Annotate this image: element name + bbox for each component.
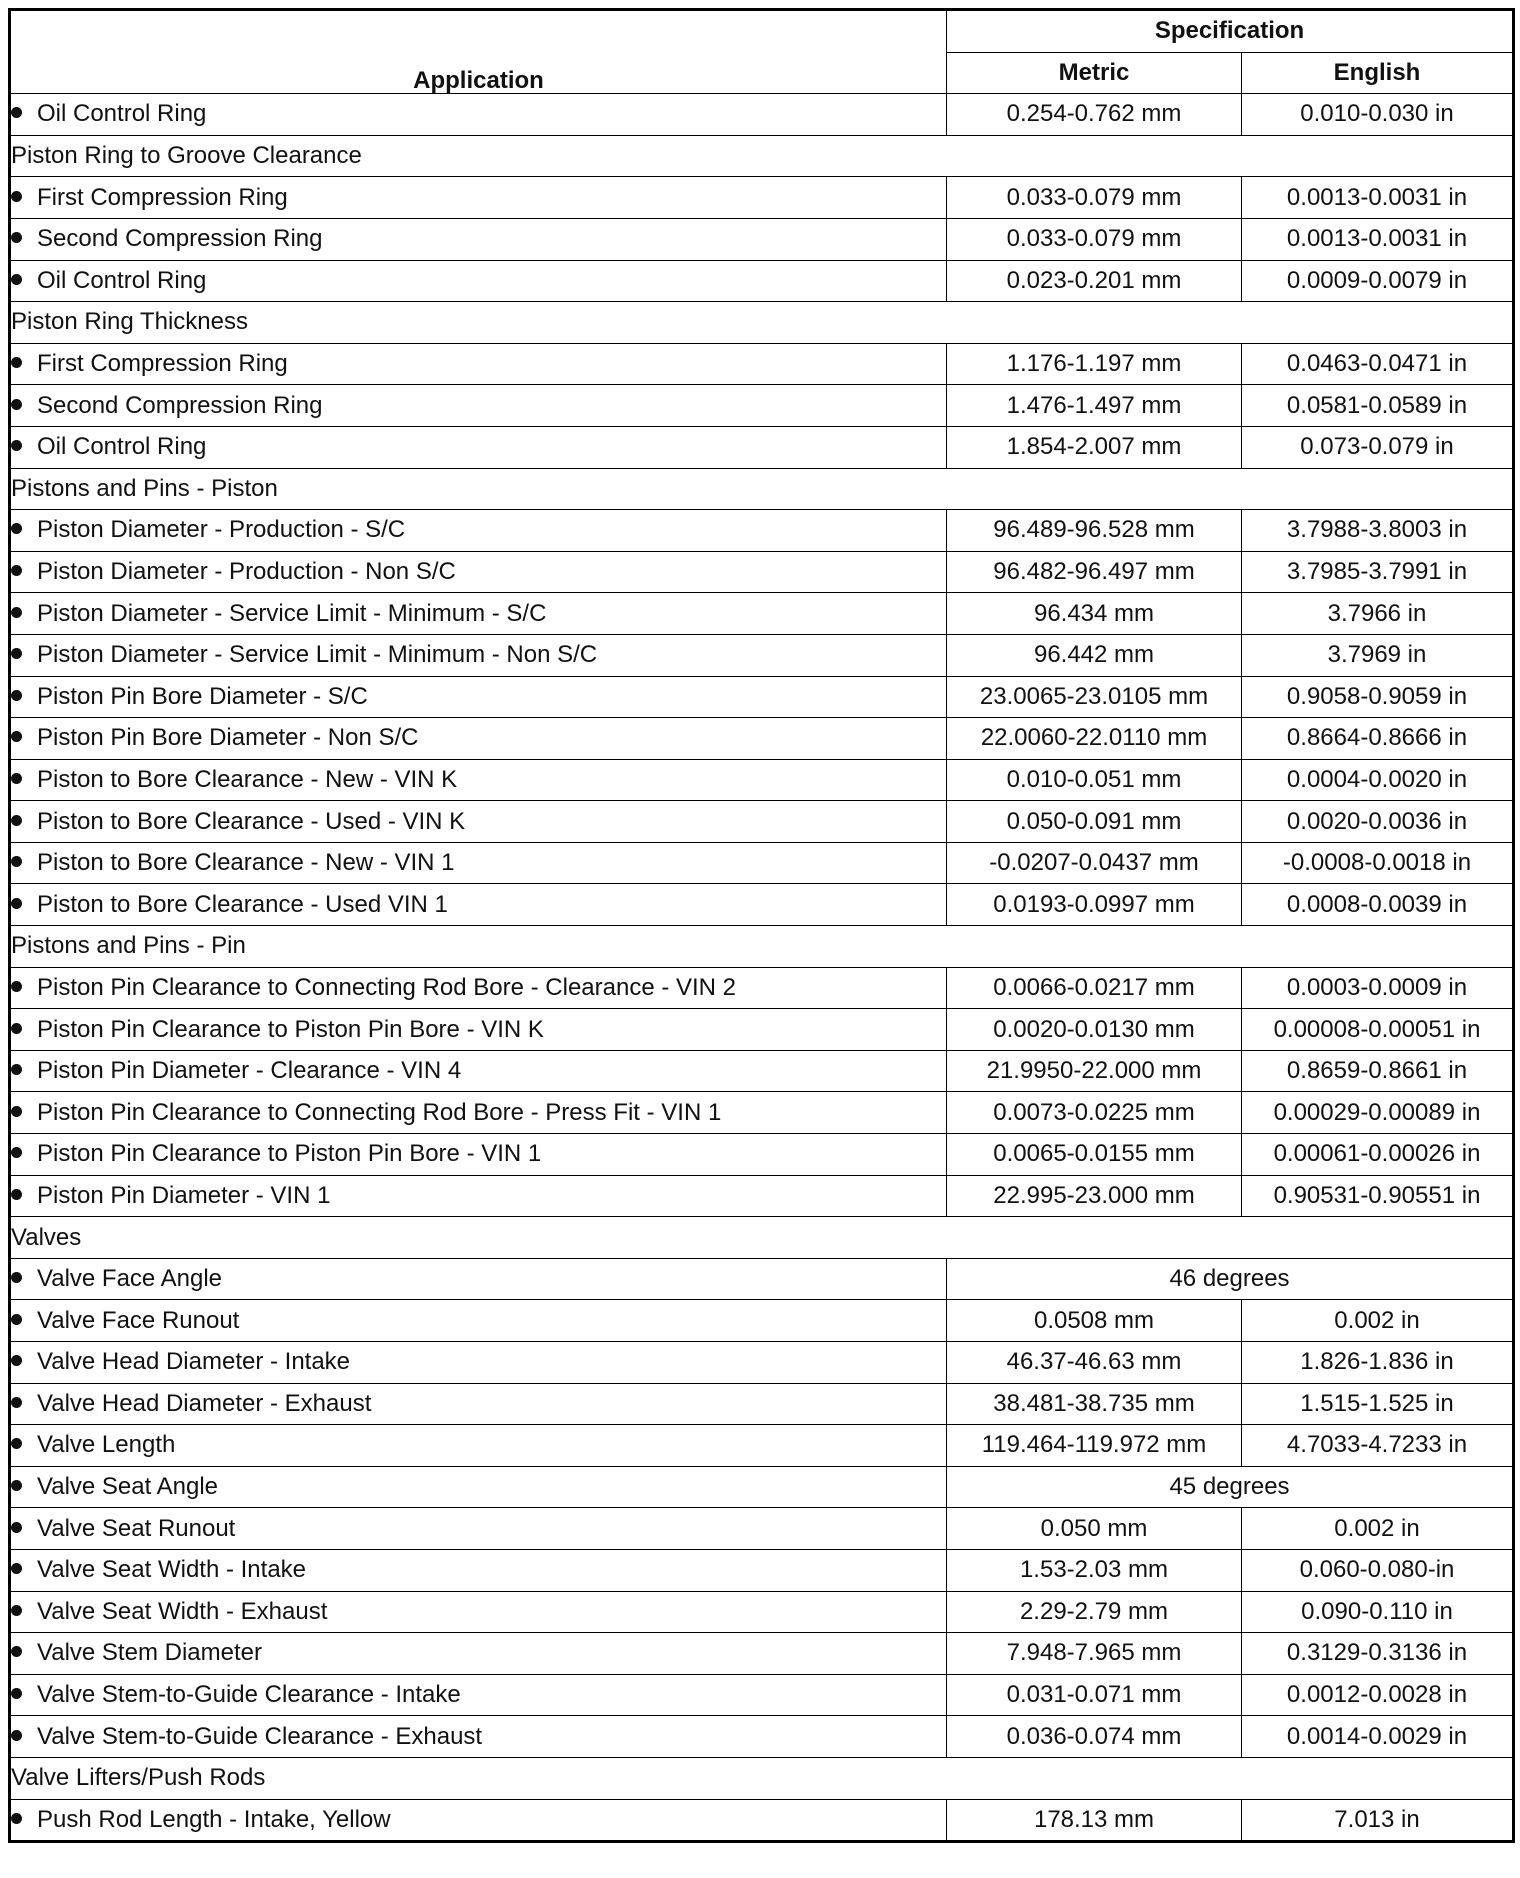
english-cell: 3.7988-3.8003 in xyxy=(1242,510,1514,552)
table-row xyxy=(10,718,1514,760)
application-cell xyxy=(10,1549,947,1591)
english-cell: 0.00061-0.00026 in xyxy=(1242,1134,1514,1176)
application-cell xyxy=(10,218,947,260)
table-row xyxy=(10,385,1514,427)
english-cell: 0.0009-0.0079 in xyxy=(1242,260,1514,302)
specification-table xyxy=(8,8,1515,1843)
application-label: Valve Seat Width - Intake xyxy=(37,1556,307,1584)
application-cell xyxy=(10,94,947,136)
bullet-icon xyxy=(11,274,22,285)
english-cell: 1.826-1.836 in xyxy=(1242,1342,1514,1384)
english-cell: 0.010-0.030 in xyxy=(1242,94,1514,136)
table-row xyxy=(10,1549,1514,1591)
bullet-icon xyxy=(11,1064,22,1075)
english-cell: 0.0008-0.0039 in xyxy=(1242,884,1514,926)
bullet-icon xyxy=(11,1397,22,1408)
application-label: Oil Control Ring xyxy=(37,433,207,461)
application-cell xyxy=(10,1591,947,1633)
section-heading: Piston Ring to Groove Clearance xyxy=(10,135,1514,177)
application-label: Piston Pin Clearance to Piston Pin Bore - VIN 1 xyxy=(37,1140,542,1168)
metric-cell: 0.0073-0.0225 mm xyxy=(947,1092,1242,1134)
application-cell xyxy=(10,260,947,302)
application-label: Piston Pin Clearance to Connecting Rod Bore - Press Fit - VIN 1 xyxy=(37,1098,722,1126)
section-heading: Pistons and Pins - Piston xyxy=(10,468,1514,510)
bullet-icon xyxy=(11,731,22,742)
application-cell xyxy=(10,177,947,219)
metric-cell: -0.0207-0.0437 mm xyxy=(947,842,1242,884)
english-cell: 3.7985-3.7991 in xyxy=(1242,551,1514,593)
english-cell: 0.8664-0.8666 in xyxy=(1242,718,1514,760)
application-label: Valve Stem-to-Guide Clearance - Exhaust xyxy=(37,1722,483,1750)
application-cell xyxy=(10,1300,947,1342)
bullet-icon xyxy=(11,607,22,618)
section-heading: Pistons and Pins - Pin xyxy=(10,926,1514,968)
section-row xyxy=(10,302,1514,344)
application-cell xyxy=(10,1050,947,1092)
application-label: Piston Pin Clearance to Piston Pin Bore - VIN K xyxy=(37,1015,544,1043)
application-label: Piston Pin Diameter - Clearance - VIN 4 xyxy=(37,1057,462,1085)
bullet-icon xyxy=(11,1023,22,1034)
merged-spec-cell: 45 degrees xyxy=(947,1466,1514,1508)
table-row xyxy=(10,884,1514,926)
metric-cell: 38.481-38.735 mm xyxy=(947,1383,1242,1425)
bullet-icon xyxy=(11,1147,22,1158)
metric-cell: 0.033-0.079 mm xyxy=(947,218,1242,260)
specification-header: Specification xyxy=(947,10,1514,53)
application-cell xyxy=(10,634,947,676)
bullet-icon xyxy=(11,815,22,826)
application-cell xyxy=(10,510,947,552)
english-cell: 0.0013-0.0031 in xyxy=(1242,218,1514,260)
application-cell xyxy=(10,1342,947,1384)
application-cell xyxy=(10,1092,947,1134)
section-row xyxy=(10,1757,1514,1799)
metric-cell: 178.13 mm xyxy=(947,1799,1242,1842)
english-cell: 0.090-0.110 in xyxy=(1242,1591,1514,1633)
table-row xyxy=(10,1134,1514,1176)
english-cell: 0.0463-0.0471 in xyxy=(1242,343,1514,385)
table-row xyxy=(10,1674,1514,1716)
english-cell: 3.7966 in xyxy=(1242,593,1514,635)
application-cell xyxy=(10,1633,947,1675)
application-label: First Compression Ring xyxy=(37,350,288,378)
application-cell xyxy=(10,343,947,385)
application-cell xyxy=(10,593,947,635)
table-row xyxy=(10,967,1514,1009)
table-row xyxy=(10,1716,1514,1758)
table-row xyxy=(10,343,1514,385)
table-row xyxy=(10,634,1514,676)
bullet-icon xyxy=(11,1688,22,1699)
application-label: Piston Diameter - Production - Non S/C xyxy=(37,558,456,586)
section-heading: Valve Lifters/Push Rods xyxy=(10,1757,1514,1799)
metric-cell: 21.9950-22.000 mm xyxy=(947,1050,1242,1092)
application-cell xyxy=(10,1466,947,1508)
table-row xyxy=(10,260,1514,302)
metric-cell: 119.464-119.972 mm xyxy=(947,1425,1242,1467)
section-row xyxy=(10,926,1514,968)
bullet-icon xyxy=(11,1813,22,1824)
application-label: Piston Diameter - Service Limit - Minimum - Non S/C xyxy=(37,641,598,669)
bullet-icon xyxy=(11,565,22,576)
application-label: Valve Head Diameter - Intake xyxy=(37,1348,351,1376)
application-label: Piston Diameter - Production - S/C xyxy=(37,516,406,544)
application-label: Valve Length xyxy=(37,1431,176,1459)
section-row xyxy=(10,468,1514,510)
english-cell: 0.0581-0.0589 in xyxy=(1242,385,1514,427)
bullet-icon xyxy=(11,107,22,118)
metric-cell: 46.37-46.63 mm xyxy=(947,1342,1242,1384)
application-cell xyxy=(10,1508,947,1550)
bullet-icon xyxy=(11,440,22,451)
application-cell xyxy=(10,884,947,926)
metric-cell: 96.434 mm xyxy=(947,593,1242,635)
application-label: First Compression Ring xyxy=(37,183,288,211)
section-heading: Valves xyxy=(10,1217,1514,1259)
application-label: Piston Pin Clearance to Connecting Rod Bore - Clearance - VIN 2 xyxy=(37,973,737,1001)
merged-spec-cell: 46 degrees xyxy=(947,1258,1514,1300)
english-cell: 0.9058-0.9059 in xyxy=(1242,676,1514,718)
english-cell: 0.060-0.080-in xyxy=(1242,1549,1514,1591)
metric-cell: 1.176-1.197 mm xyxy=(947,343,1242,385)
metric-cell: 23.0065-23.0105 mm xyxy=(947,676,1242,718)
application-cell xyxy=(10,718,947,760)
application-label: Valve Seat Width - Exhaust xyxy=(37,1597,328,1625)
table-body xyxy=(10,94,1514,1842)
table-row xyxy=(10,1799,1514,1842)
metric-cell: 0.0065-0.0155 mm xyxy=(947,1134,1242,1176)
metric-cell: 96.442 mm xyxy=(947,634,1242,676)
application-label: Piston to Bore Clearance - Used VIN 1 xyxy=(37,890,448,918)
metric-cell: 2.29-2.79 mm xyxy=(947,1591,1242,1633)
metric-cell: 22.995-23.000 mm xyxy=(947,1175,1242,1217)
metric-cell: 0.033-0.079 mm xyxy=(947,177,1242,219)
english-cell: 0.0012-0.0028 in xyxy=(1242,1674,1514,1716)
application-label: Valve Stem Diameter xyxy=(37,1639,262,1667)
metric-cell: 96.482-96.497 mm xyxy=(947,551,1242,593)
english-cell: 0.073-0.079 in xyxy=(1242,426,1514,468)
bullet-icon xyxy=(11,898,22,909)
english-cell: 7.013 in xyxy=(1242,1799,1514,1842)
english-cell: 0.002 in xyxy=(1242,1508,1514,1550)
application-label: Valve Head Diameter - Exhaust xyxy=(37,1389,372,1417)
application-label: Second Compression Ring xyxy=(37,391,323,419)
metric-cell: 0.254-0.762 mm xyxy=(947,94,1242,136)
table-row xyxy=(10,1633,1514,1675)
table-row xyxy=(10,1050,1514,1092)
table-row xyxy=(10,426,1514,468)
application-cell xyxy=(10,1674,947,1716)
application-label: Piston Diameter - Service Limit - Minimum - S/C xyxy=(37,599,547,627)
table-row xyxy=(10,1258,1514,1300)
table-row xyxy=(10,551,1514,593)
application-cell xyxy=(10,1383,947,1425)
application-cell xyxy=(10,1425,947,1467)
metric-cell: 0.0508 mm xyxy=(947,1300,1242,1342)
table-row xyxy=(10,801,1514,843)
metric-cell: 0.0193-0.0997 mm xyxy=(947,884,1242,926)
application-label: Second Compression Ring xyxy=(37,225,323,253)
application-cell xyxy=(10,801,947,843)
application-cell xyxy=(10,1716,947,1758)
bullet-icon xyxy=(11,773,22,784)
bullet-icon xyxy=(11,1189,22,1200)
application-label: Oil Control Ring xyxy=(37,266,207,294)
bullet-icon xyxy=(11,1563,22,1574)
header-row-top xyxy=(10,10,1514,53)
table-row xyxy=(10,1300,1514,1342)
table-row xyxy=(10,177,1514,219)
english-cell: 0.0013-0.0031 in xyxy=(1242,177,1514,219)
english-cell: 0.0003-0.0009 in xyxy=(1242,967,1514,1009)
application-label: Piston to Bore Clearance - New - VIN K xyxy=(37,765,458,793)
bullet-icon xyxy=(11,399,22,410)
application-cell xyxy=(10,676,947,718)
application-label: Valve Face Runout xyxy=(37,1306,240,1334)
table-row xyxy=(10,842,1514,884)
metric-cell: 0.0066-0.0217 mm xyxy=(947,967,1242,1009)
english-cell: 0.90531-0.90551 in xyxy=(1242,1175,1514,1217)
application-cell xyxy=(10,1134,947,1176)
bullet-icon xyxy=(11,232,22,243)
bullet-icon xyxy=(11,1522,22,1533)
bullet-icon xyxy=(11,523,22,534)
table-row xyxy=(10,593,1514,635)
bullet-icon xyxy=(11,648,22,659)
application-cell xyxy=(10,551,947,593)
application-header: Application xyxy=(10,10,947,94)
bullet-icon xyxy=(11,1438,22,1449)
bullet-icon xyxy=(11,690,22,701)
table-row xyxy=(10,676,1514,718)
english-cell: 0.00029-0.00089 in xyxy=(1242,1092,1514,1134)
english-header: English xyxy=(1242,52,1514,94)
application-label: Piston Pin Bore Diameter - S/C xyxy=(37,682,368,710)
english-cell: 3.7969 in xyxy=(1242,634,1514,676)
table-row xyxy=(10,510,1514,552)
table-row xyxy=(10,218,1514,260)
application-label: Piston to Bore Clearance - Used - VIN K xyxy=(37,807,466,835)
metric-cell: 22.0060-22.0110 mm xyxy=(947,718,1242,760)
table-row xyxy=(10,1342,1514,1384)
english-cell: 0.8659-0.8661 in xyxy=(1242,1050,1514,1092)
bullet-icon xyxy=(11,1646,22,1657)
application-cell xyxy=(10,426,947,468)
table-row xyxy=(10,1466,1514,1508)
metric-cell: 0.0020-0.0130 mm xyxy=(947,1009,1242,1051)
section-heading: Piston Ring Thickness xyxy=(10,302,1514,344)
bullet-icon xyxy=(11,856,22,867)
application-cell xyxy=(10,842,947,884)
bullet-icon xyxy=(11,1605,22,1616)
table-row xyxy=(10,1508,1514,1550)
metric-cell: 0.010-0.051 mm xyxy=(947,759,1242,801)
application-cell xyxy=(10,967,947,1009)
metric-cell: 96.489-96.528 mm xyxy=(947,510,1242,552)
application-label: Piston to Bore Clearance - New - VIN 1 xyxy=(37,849,455,877)
metric-header: Metric xyxy=(947,52,1242,94)
english-cell: 0.002 in xyxy=(1242,1300,1514,1342)
table-row xyxy=(10,1383,1514,1425)
application-label: Valve Seat Runout xyxy=(37,1514,236,1542)
metric-cell: 0.031-0.071 mm xyxy=(947,1674,1242,1716)
bullet-icon xyxy=(11,1106,22,1117)
application-label: Oil Control Ring xyxy=(37,100,207,128)
bullet-icon xyxy=(11,1730,22,1741)
table-row xyxy=(10,94,1514,136)
metric-cell: 7.948-7.965 mm xyxy=(947,1633,1242,1675)
section-row xyxy=(10,1217,1514,1259)
table-row xyxy=(10,1591,1514,1633)
metric-cell: 0.023-0.201 mm xyxy=(947,260,1242,302)
english-cell: 0.0020-0.0036 in xyxy=(1242,801,1514,843)
metric-cell: 1.53-2.03 mm xyxy=(947,1549,1242,1591)
table-row xyxy=(10,1009,1514,1051)
english-cell: 0.00008-0.00051 in xyxy=(1242,1009,1514,1051)
table-row xyxy=(10,759,1514,801)
bullet-icon xyxy=(11,1480,22,1491)
table-row xyxy=(10,1175,1514,1217)
application-label: Push Rod Length - Intake, Yellow xyxy=(37,1805,391,1833)
application-cell xyxy=(10,1258,947,1300)
application-cell xyxy=(10,1799,947,1842)
application-label: Piston Pin Bore Diameter - Non S/C xyxy=(37,724,419,752)
metric-cell: 0.050 mm xyxy=(947,1508,1242,1550)
english-cell: 0.0014-0.0029 in xyxy=(1242,1716,1514,1758)
bullet-icon xyxy=(11,357,22,368)
english-cell: 1.515-1.525 in xyxy=(1242,1383,1514,1425)
metric-cell: 1.476-1.497 mm xyxy=(947,385,1242,427)
metric-cell: 0.050-0.091 mm xyxy=(947,801,1242,843)
english-cell: 0.0004-0.0020 in xyxy=(1242,759,1514,801)
application-label: Valve Seat Angle xyxy=(37,1473,219,1501)
metric-cell: 0.036-0.074 mm xyxy=(947,1716,1242,1758)
bullet-icon xyxy=(11,191,22,202)
metric-cell: 1.854-2.007 mm xyxy=(947,426,1242,468)
application-cell xyxy=(10,1175,947,1217)
table-row xyxy=(10,1092,1514,1134)
application-cell xyxy=(10,759,947,801)
application-label: Piston Pin Diameter - VIN 1 xyxy=(37,1181,331,1209)
english-cell: -0.0008-0.0018 in xyxy=(1242,842,1514,884)
bullet-icon xyxy=(11,1314,22,1325)
application-label: Valve Face Angle xyxy=(37,1265,223,1293)
bullet-icon xyxy=(11,1355,22,1366)
table-row xyxy=(10,1425,1514,1467)
section-row xyxy=(10,135,1514,177)
application-cell xyxy=(10,1009,947,1051)
application-cell xyxy=(10,385,947,427)
english-cell: 4.7033-4.7233 in xyxy=(1242,1425,1514,1467)
bullet-icon xyxy=(11,1272,22,1283)
bullet-icon xyxy=(11,981,22,992)
english-cell: 0.3129-0.3136 in xyxy=(1242,1633,1514,1675)
application-label: Valve Stem-to-Guide Clearance - Intake xyxy=(37,1681,461,1709)
